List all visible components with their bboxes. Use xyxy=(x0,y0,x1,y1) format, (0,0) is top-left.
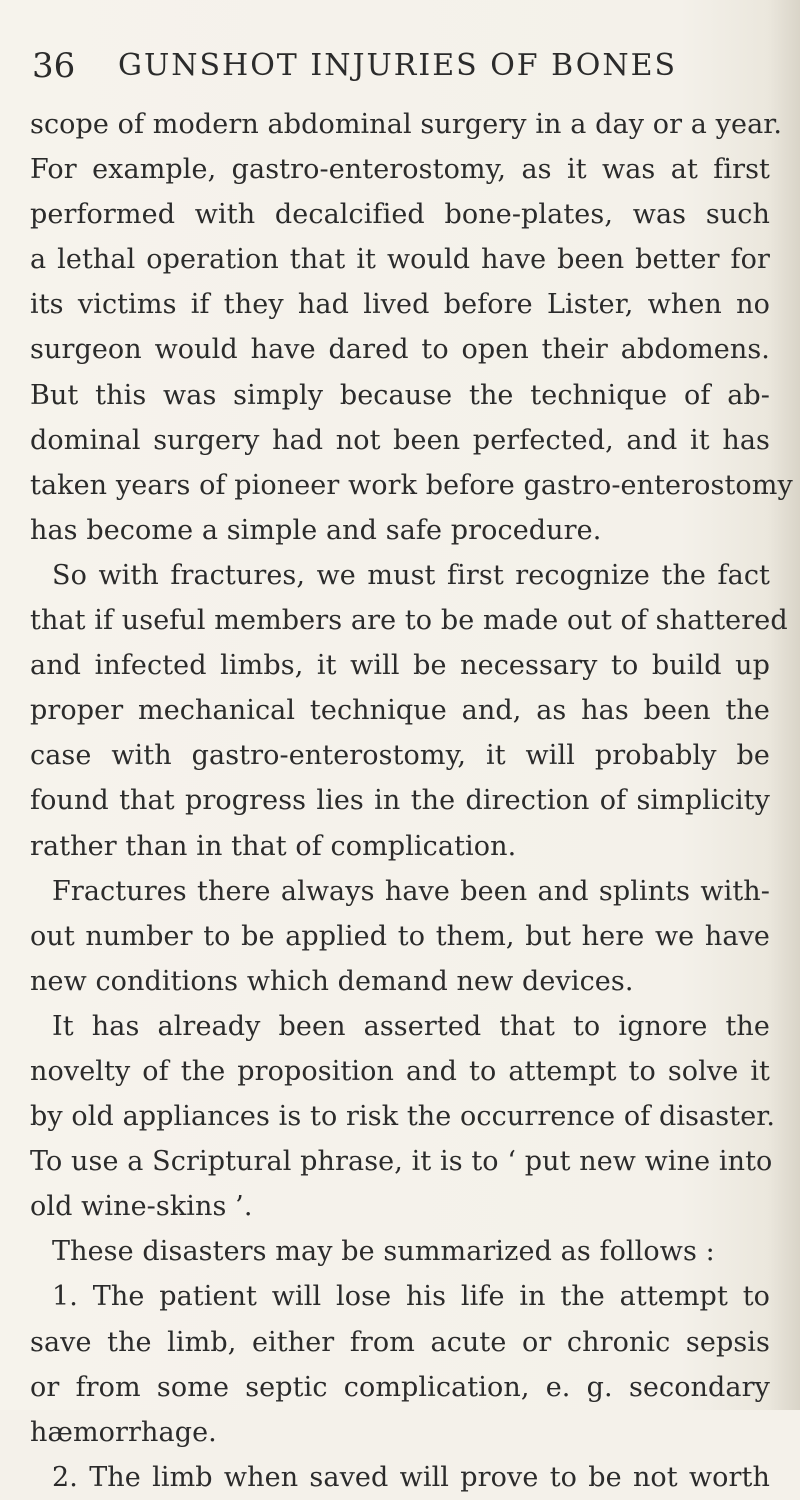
text-line: But this was simply because the technique of ab- xyxy=(30,379,770,411)
text-line: taken years of pioneer work before gastro-enterostomy xyxy=(30,469,793,501)
text-line: novelty of the proposition and to attempt to solve it xyxy=(30,1055,770,1087)
text-line: or from some septic complication, e. g. secondary xyxy=(30,1371,770,1403)
text-line: These disasters may be summarized as follows : xyxy=(52,1236,715,1268)
body-text xyxy=(30,102,793,1500)
text-line: found that progress lies in the direction of simplicity xyxy=(30,785,770,817)
text-line: Fractures there always have been and splints with- xyxy=(52,875,770,907)
running-head xyxy=(32,44,772,88)
text-line: save the limb, either from acute or chronic sepsis xyxy=(30,1326,770,1358)
text-line: scope of modern abdominal surgery in a day or a year. xyxy=(30,109,783,140)
text-line: dominal surgery had not been perfected, and it has xyxy=(30,424,770,456)
running-title: GUNSHOT INJURIES OF BONES xyxy=(118,48,678,83)
text-line: proper mechanical technique and, as has been the xyxy=(30,695,770,727)
text-line: a lethal operation that it would have been better for xyxy=(30,244,770,276)
text-line: surgeon would have dared to open their abdomens. xyxy=(30,334,770,366)
page-number: 36 xyxy=(32,46,76,86)
text-line: case with gastro-enterostomy, it will probably be xyxy=(30,740,770,772)
text-line: To use a Scriptural phrase, it is to ‘ put new wine into xyxy=(30,1146,773,1178)
text-line: For example, gastro-enterostomy, as it was at first xyxy=(30,154,770,186)
text-line: new conditions which demand new devices. xyxy=(30,965,634,997)
text-line: has become a simple and safe procedure. xyxy=(30,514,602,546)
text-line: its victims if they had lived before Lister, when no xyxy=(30,289,770,321)
text-line: old wine-skins ’. xyxy=(30,1191,253,1223)
text-line: hæmorrhage. xyxy=(30,1416,217,1448)
text-line: by old appliances is to risk the occurrence of disaster. xyxy=(30,1101,776,1133)
text-line: and infected limbs, it will be necessary to build up xyxy=(30,650,770,682)
text-line: out number to be applied to them, but here we have xyxy=(30,920,770,952)
text-line: So with fractures, we must first recognize the fact xyxy=(52,559,770,591)
text-line: rather than in that of complication. xyxy=(30,830,517,862)
text-line: 2. The limb when saved will prove to be not worth xyxy=(52,1461,770,1493)
text-line: performed with decalcified bone-plates, was such xyxy=(30,199,770,231)
text-line: It has already been asserted that to ignore the xyxy=(52,1010,770,1042)
text-line: 1. The patient will lose his life in the attempt to xyxy=(52,1281,770,1313)
text-line: that if useful members are to be made out of shattered xyxy=(30,605,788,637)
